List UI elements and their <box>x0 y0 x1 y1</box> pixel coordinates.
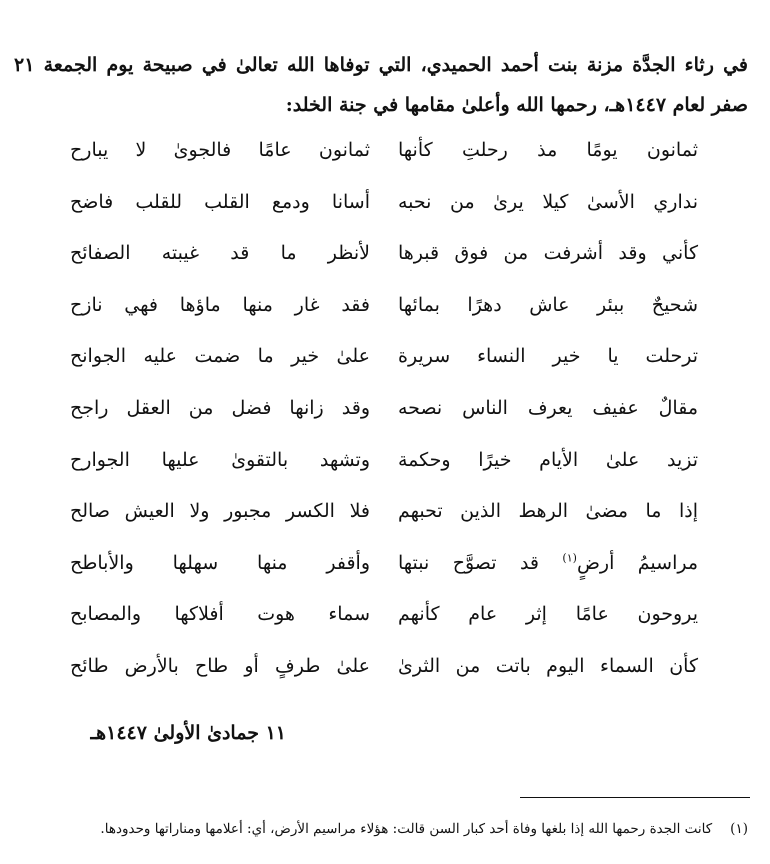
verse-first-hemistich: كأني وقد أشرفت من فوق قبرها <box>398 242 698 265</box>
poem-verse <box>0 386 770 438</box>
verse-first-hemistich: إذا ما مضىٰ الرهط الذين تحبهم <box>398 500 698 523</box>
hemistich-text-start: مراسيمُ أرضٍ <box>576 551 699 574</box>
footnote-separator <box>520 797 750 798</box>
verse-second-hemistich: علىٰ طرفٍ أو طاح بالأرض طائح <box>70 654 370 677</box>
verse-first-hemistich: نداري الأسىٰ كيلا يرىٰ من نحبه <box>398 190 698 213</box>
verse-second-hemistich: لأنظر ما قد غيبته الصفائح <box>70 242 370 265</box>
verse-second-hemistich: أسانا ودمع القلب للقلب فاضح <box>70 190 370 213</box>
verse-second-hemistich: فلا الكسر مجبور ولا العيش صالح <box>70 500 370 523</box>
verse-first-hemistich: يروحون عامًا إثر عام كأنهم <box>398 603 698 626</box>
verse-second-hemistich: فقد غار منها ماؤها فهي نازح <box>70 293 370 316</box>
verse-first-hemistich <box>398 547 698 579</box>
verse-second-hemistich: سماء هوت أفلاكها والمصابح <box>70 603 370 626</box>
verse-second-hemistich: علىٰ خير ما ضمت عليه الجوانح <box>70 345 370 368</box>
poem-verse <box>0 541 770 593</box>
poem-verse <box>0 438 770 490</box>
footnote-text: كانت الجدة رحمها الله إذا بلغها وفاة أحد كبار السن قالت: هؤلاء مراسيم الأرض، أي: أعلامها ومناراتها وحدودها. <box>100 821 713 837</box>
footnote-reference[interactable]: (١) <box>562 551 577 565</box>
footnote-number: (١) <box>730 821 748 837</box>
intro-paragraph: في رثاء الجدَّة مزنة بنت أحمد الحميدي، التي توفاها الله تعالىٰ في صبيحة يوم الجمعة ٢١ صفر لعام ١٤٤٧هـ، رحمها الله وأعلىٰ مقامها في جنة الخلد: <box>14 54 748 116</box>
verse-first-hemistich: كأن السماء اليوم باتت من الثرىٰ <box>398 654 698 677</box>
verse-second-hemistich: ثمانون عامًا فالجوىٰ لا يبارح <box>70 139 370 161</box>
poem-verse <box>0 128 770 180</box>
poem-verse <box>0 283 770 335</box>
verse-first-hemistich: مقالٌ عفيف يعرف الناس نصحه <box>398 396 698 419</box>
verse-first-hemistich: شحيحٌ ببئر عاش دهرًا بمائها <box>398 293 698 316</box>
poem-verse <box>0 644 770 696</box>
poem-date: ١١ جمادىٰ الأولىٰ ١٤٤٧هـ <box>90 722 286 744</box>
poem-verse <box>0 231 770 283</box>
poem-verse <box>0 592 770 644</box>
verse-second-hemistich: وأقفر منها سهلها والأباطح <box>70 551 370 574</box>
verse-first-hemistich: تزيد علىٰ الأيام خيرًا وحكمة <box>398 448 698 471</box>
verse-second-hemistich: وتشهد بالتقوىٰ عليها الجوارح <box>70 448 370 471</box>
poem <box>0 128 770 696</box>
verse-first-hemistich: ترحلت يا خير النساء سريرة <box>398 345 698 368</box>
poem-verse <box>0 334 770 386</box>
poem-verse <box>0 180 770 232</box>
footnote <box>8 818 748 840</box>
poem-verse <box>0 489 770 541</box>
verse-second-hemistich: وقد زانها فضل من العقل راجح <box>70 396 370 419</box>
hemistich-text-end: قد تصوَّح نبتها <box>398 551 563 574</box>
verse-first-hemistich: ثمانون يومًا مذ رحلتِ كأنها <box>398 139 698 161</box>
